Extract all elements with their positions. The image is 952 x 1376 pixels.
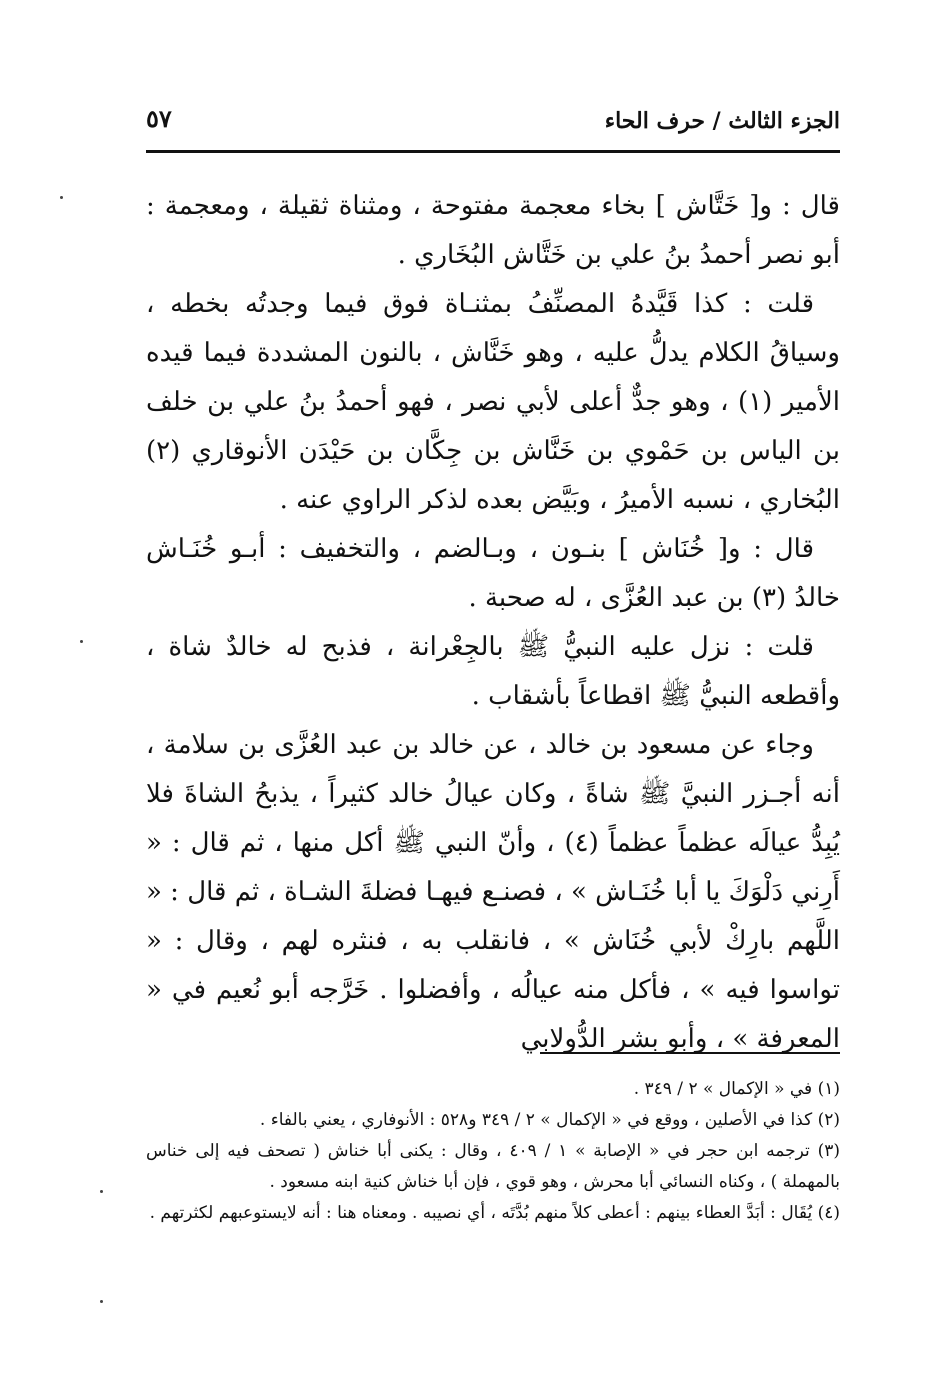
paragraph: قلت : كذا قَيَّدهُ المصنِّفُ بمثنـاة فوق فيما وجدتُه بخطه ، وسياقُ الكلام يدلُّ عليه ، وهو خَنَّاش ، بالنون المشددة فيما قيده الأمير (١) ، وهو جدٌّ أعلى لأبي نصر ، فهو أحمدُ بنُ علي بن خلف بن الياس بن حَمْوي بن خَنَّاش بن جِكَّان بن حَيْدَن الأنوقاري (٢) البُخاري ، نسبه الأميرُ ، وبَيَّض بعده لذكر الراوي عنه . <box>146 289 841 515</box>
running-title: الجزء الثالث / حرف الحاء <box>604 108 840 134</box>
main-text <box>146 182 840 1064</box>
scan-speck <box>80 640 83 643</box>
page-header <box>146 96 840 146</box>
paragraph: وجاء عن مسعود بن خالد ، عن خالد بن عبد العُزَّى بن سلامة ، أنه أجـزر النبيَّ ﷺ شاةً ، وكان عيالُ خالد كثيراً ، يذبحُ الشاةَ فلا يُبِدُّ عيالَه عظماً عظماً (٤) ، وأنّ النبي ﷺ أكل منها ، ثم قال : « أَرِني دَلْوَكَ يا أبا خُنَـاش » ، فصنـع فيهـا فضلةَ الشـاة ، ثم قال : « اللَّهم بارِكْ لأبي خُنَاش » ، فانقلب به ، فنثره لهم ، وقال : « تواسوا فيه » ، فأكل منه عيالُه ، وأفضلوا . خَرَّجه أبو نُعيم في « المعرفة » ، وأبو بشر الدُّولابي <box>146 730 840 1054</box>
paragraph: قال : و[ خَتَّاش ] بخاء معجمة مفتوحة ، ومثناة ثقيلة ، ومعجمة : أبو نصر أحمدُ بنُ علي بن خَتَّاش البُخَاري . <box>146 191 840 270</box>
paragraph: قال : و[ خُنَاش ] بنـون ، وبـالضم ، والتخفيف : أبـو خُنَـاش خالدُ (٣) بن عبد العُزَّى ، له صحبة . <box>146 534 840 613</box>
scan-speck <box>60 196 63 199</box>
footnote-divider <box>540 1052 840 1054</box>
scan-speck <box>100 1300 103 1303</box>
footnote: (٢) كذا في الأصلين ، ووقع في « الإكمال » ٢ / ٣٤٩ و٥٢٨ : الأنوفاري ، يعني بالفاء . <box>259 1110 840 1130</box>
paragraph: قلت : نزل عليه النبيُّ ﷺ بالجِعْرانة ، فذبح له خالدٌ شاة ، وأقطعه النبيُّ ﷺ اقطاعاً بأشقاب . <box>146 632 840 711</box>
page-number: ٥٧ <box>146 104 172 133</box>
footnote: (٣) ترجمه ابن حجر في « الإصابة » ١ / ٤٠٩ ، وقال : يكنى أبا خناش ( تصحف فيه إلى خناس بالمهملة ) ، وكناه النسائي أبا محرش ، وهو قوي ، فإن أبا خناش كنية ابنه مسعود . <box>146 1141 840 1192</box>
footnote: (٤) يُقَال : أبَدَّ العطاء بينهم : أعطى كلاً منهم بُدَّتَه ، أي نصيبه . ومعناه هنا : أنه لايستوعبهم لكثرتهم . <box>149 1203 840 1223</box>
footnotes <box>146 1074 840 1229</box>
scan-speck <box>100 1190 103 1193</box>
header-divider <box>146 150 840 153</box>
footnote: (١) في « الإكمال » ٢ / ٣٤٩ . <box>633 1079 840 1099</box>
